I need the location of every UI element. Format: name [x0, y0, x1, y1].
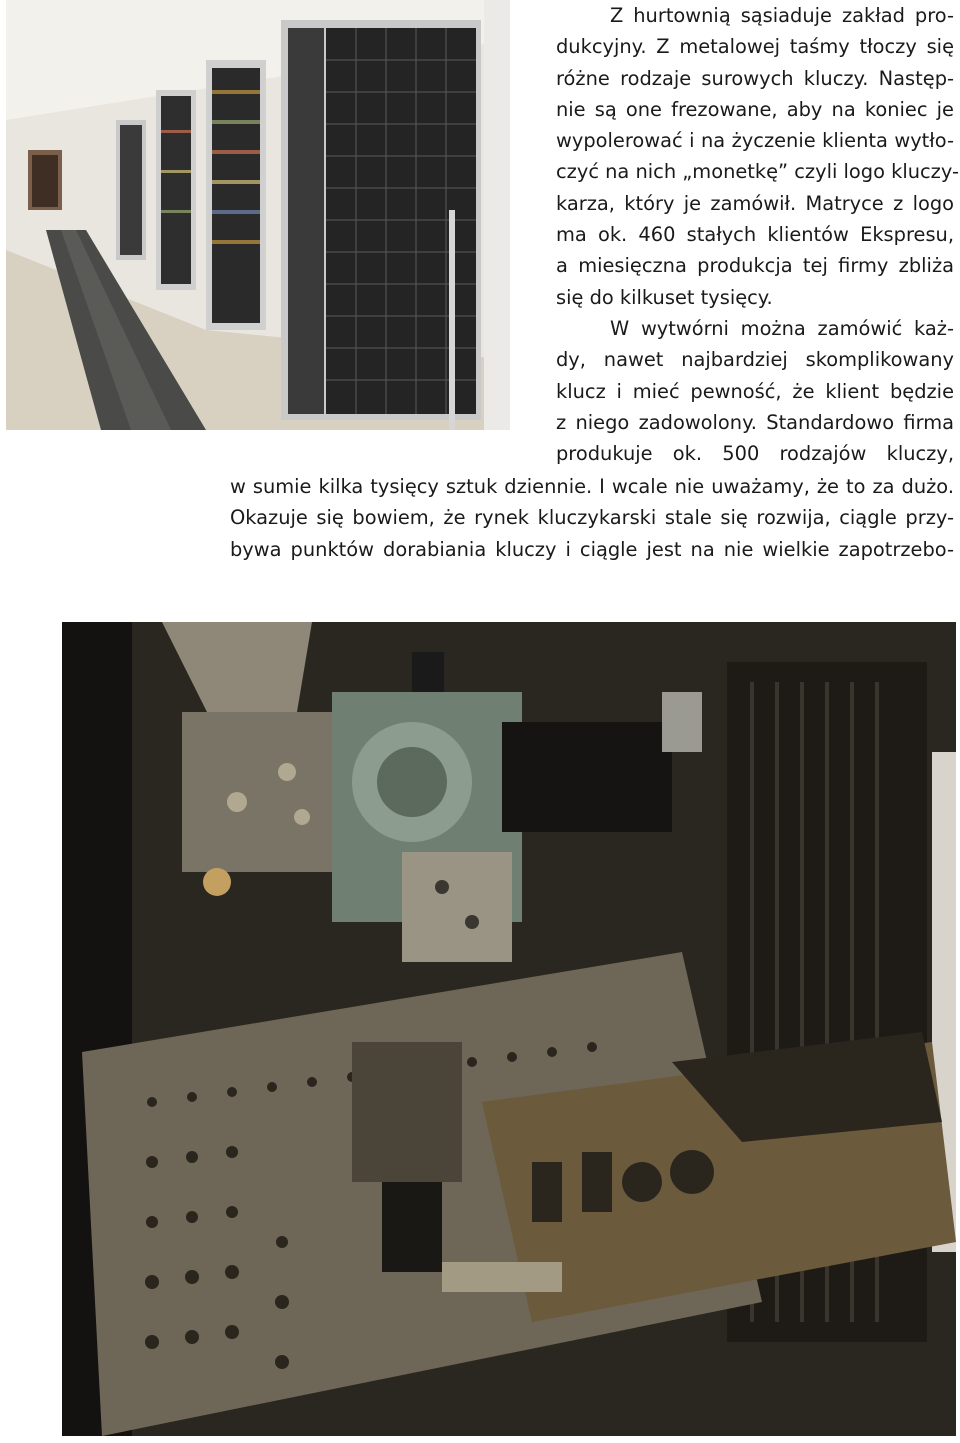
text-line: produkuje ok. 500 rodzajów kluczy,	[556, 442, 954, 466]
text-line: nie są one frezowane, aby na koniec je	[556, 97, 954, 121]
text-line: a miesięczna produkcja tej firmy zbliża	[556, 254, 954, 278]
article-text-narrow	[556, 0, 959, 469]
text-line: czyć na nich „monetkę” czyli logo kluczy-	[556, 160, 959, 184]
text-line: karza, który je zamówił. Matryce z logo	[556, 191, 954, 215]
text-line: ma ok. 460 stałych klientów Ekspresu,	[556, 223, 954, 247]
text-line: wypolerować i na życzenie klienta wytło-	[556, 129, 954, 153]
text-line: w sumie kilka tysięcy sztuk dziennie. I wcale nie uważamy, że to za dużo.	[230, 475, 954, 498]
warehouse-photo	[6, 0, 510, 430]
text-line: różne rodzaje surowych kluczy. Następ-	[556, 66, 954, 90]
article-text-wide	[230, 471, 954, 565]
text-line: się do kilkuset tysięcy.	[556, 285, 773, 309]
text-line: dukcyjny. Z metalowej taśmy tłoczy się	[556, 35, 954, 59]
text-line: bywa punktów dorabiania kluczy i ciągle jest na nie wielkie zapotrzebo-	[230, 537, 954, 561]
key-cutting-machine-photo	[62, 622, 956, 1436]
text-line: dy, nawet najbardziej skomplikowany	[556, 348, 954, 372]
text-line: Z hurtownią sąsiaduje zakład pro-	[610, 4, 954, 27]
text-line: W wytwórni można zamówić każ-	[610, 316, 954, 340]
text-line: z niego zadowolony. Standardowo firma	[556, 410, 954, 434]
text-line: klucz i mieć pewność, że klient będzie	[556, 379, 954, 403]
text-line: Okazuje się bowiem, że rynek kluczykarski stale się rozwija, ciągle przy-	[230, 506, 954, 530]
